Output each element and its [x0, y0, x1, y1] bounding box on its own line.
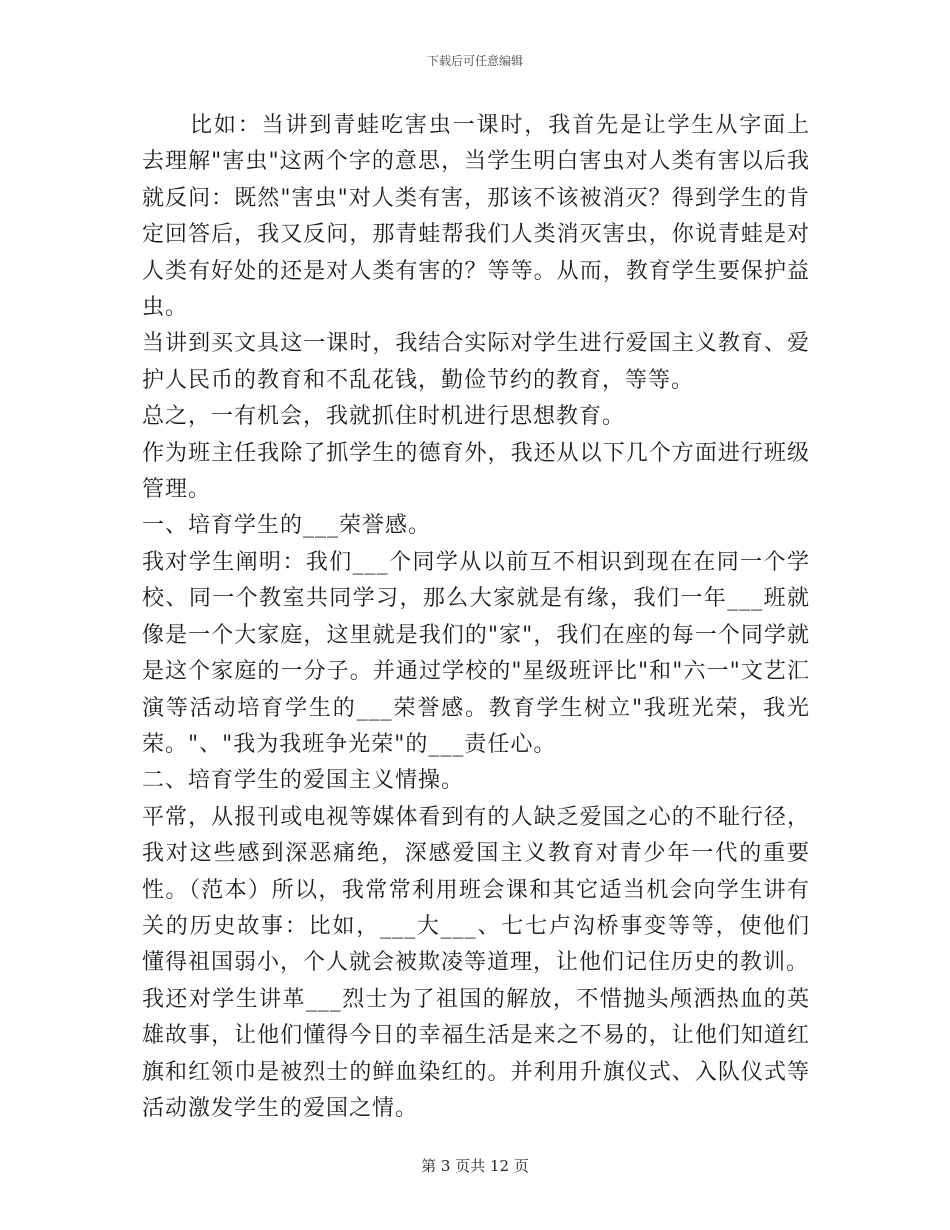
paragraph-martyr-stories: 我还对学生讲革___烈士为了祖国的解放，不惜抛头颅洒热血的英雄故事，让他们懂得今日的幸福生活是来之不易的，让他们知道红旗和红领巾是被烈士的鲜血染红的。并利用升旗仪式、入队仪式等活动激发学生的爱国之情。: [142, 986, 810, 1121]
paragraph-frog-example: 比如：当讲到青蛙吃害虫一课时，我首先是让学生从字面上去理解"害虫"这两个字的意思，当学生明白害虫对人类有害以后我就反问：既然"害虫"对人类有害，那该不该被消灭？得到学生的肯定回答后，我又反问，那青蛙帮我们人类消灭害虫，你说青蛙是对人类有好处的还是对人类有害的？等等。从而，教育学生要保护益虫。: [142, 113, 810, 321]
section-heading-patriotism: 二、培育学生的爱国主义情操。: [142, 768, 465, 794]
paragraph-summary: 总之，一有机会，我就抓住时机进行思想教育。: [142, 404, 626, 430]
paragraph-class-family: 我对学生阐明：我们___个同学从以前互不相识到现在在同一个学校、同一个教室共同学习，那么大家就是有缘，我们一年___班就像是一个大家庭，这里就是我们的"家"，我们在座的每一个同学就是这个家庭的一分子。并通过学校的"星级班评比"和"六一"文艺汇演等活动培育学生的___荣誉感。教育学生树立"我班光荣，我光荣。"、"我为我班争光荣"的___责任心。: [142, 549, 810, 757]
paragraph-history-stories: 平常，从报刊或电视等媒体看到有的人缺乏爱国之心的不耻行径，我对这些感到深恶痛绝，深感爱国主义教育对青少年一代的重要性。（范本）所以，我常常利用班会课和其它适当机会向学生讲有关的历史故事：比如，___大___、七七卢沟桥事变等等，使他们懂得祖国弱小，个人就会被欺凌等道理，让他们记住历史的教训。: [142, 804, 810, 976]
document-body: [142, 108, 810, 1127]
page-header: 下载后可任意编辑: [426, 54, 523, 68]
paragraph-class-management: 作为班主任我除了抓学生的德育外，我还从以下几个方面进行班级管理。: [142, 440, 810, 503]
page-number: 第 3 页共 12 页: [421, 1157, 529, 1175]
section-heading-honor: 一、培育学生的___荣誉感。: [142, 513, 432, 539]
paragraph-stationery-lesson: 当讲到买文具这一课时，我结合实际对学生进行爱国主义教育、爱护人民币的教育和不乱花钱，勤俭节约的教育，等等。: [142, 331, 810, 393]
